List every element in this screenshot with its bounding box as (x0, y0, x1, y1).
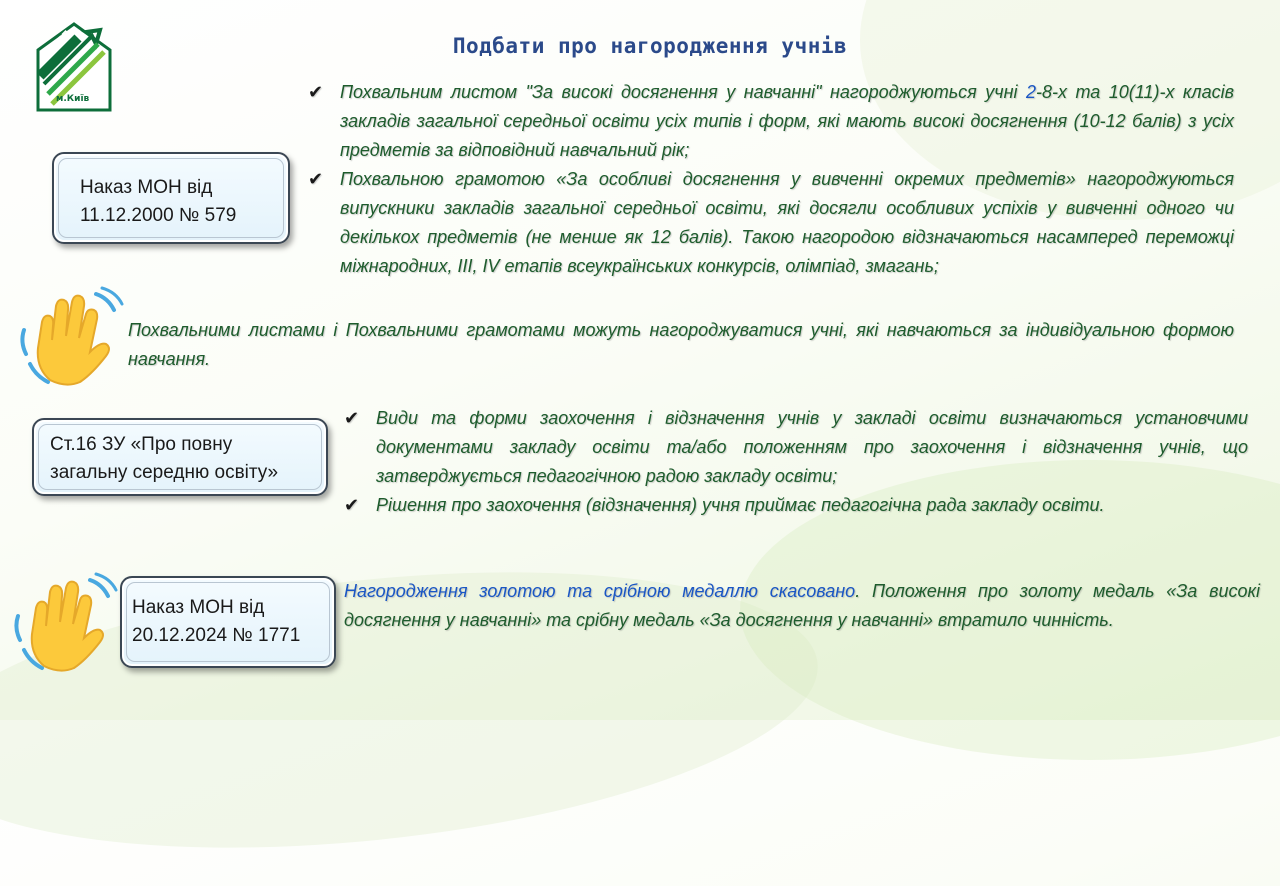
individual-form-note: Похвальними листами і Похвальними грамотами можуть нагороджуватися учні, які навчаються за індивідуальною формою навчання. (128, 320, 1234, 369)
waving-hand-icon (16, 284, 126, 394)
reference-line: 11.12.2000 № 579 (80, 205, 237, 226)
encouragement-rules-list (344, 404, 1248, 520)
logo-city: м.Київ (56, 94, 90, 104)
check-icon: ✔ (344, 495, 360, 515)
check-icon: ✔ (308, 169, 324, 189)
reference-box-order-2000 (52, 152, 290, 244)
note-text: . Положення про золоту медаль «За високі досягнення у навчанні» та срібну медаль «За досягнення у навчанні» втратило чинність. (344, 581, 1261, 630)
reference-line: Наказ МОН від (132, 597, 265, 618)
check-icon: ✔ (308, 82, 324, 102)
bullet-text: Похвальним листом "За високі досягнення у навчанні" нагороджуються учні (340, 82, 1026, 102)
list-item (344, 491, 1248, 520)
bullet-text: Похвальною грамотою «За особливі досягнення у вивченні окремих предметів» нагороджуються випускники закладів загальної середньої освіти, які досягли особливих успіхів у вивченні одного чи декількох предметів (не менше як 12 балів). Такою нагородою відзначаються насамперед переможці міжнародних, ІІІ, IV етапів всеукраїнських конкурсів, олімпіад, змагань; (340, 169, 1234, 276)
list-item (344, 404, 1248, 491)
reference-box-order-2024 (120, 576, 336, 668)
logo-text: ЦПРПП (39, 29, 73, 63)
page-title: Подбати про нагородження учнів (452, 34, 848, 58)
list-item (308, 165, 1234, 281)
bullet-highlight: 2 (1025, 82, 1036, 102)
reference-line: Ст.16 ЗУ «Про повну (50, 434, 233, 455)
reference-line: Наказ МОН від (80, 177, 213, 198)
award-rules-list (308, 78, 1234, 281)
bullet-text: Види та форми заохочення і відзначення учнів у закладі освіти визначаються установчими документами закладу освіти та/або положенням про заохочення і відзначення учнів, що затверджується педагогічною радою закладу освіти; (376, 408, 1248, 486)
note-highlight: Нагородження золотою та срібною медаллю скасовано (344, 581, 856, 601)
reference-line: загальну середню освіту» (50, 462, 279, 483)
bullet-text: -8-х та 10(11)-х класів закладів загальної середньої освіти усіх типів і форм, які мають високі досягнення (10-12 балів) з усіх предметів за відповідний навчальний рік; (340, 82, 1234, 160)
check-icon: ✔ (344, 408, 360, 428)
medals-cancelled-note (344, 577, 1260, 635)
reference-line: 20.12.2024 № 1771 (132, 625, 301, 646)
waving-hand-icon (10, 570, 120, 680)
reference-box-law-art16 (32, 418, 328, 496)
bullet-text: Рішення про заохочення (відзначення) учня приймає педагогічна рада закладу освіти. (376, 495, 1105, 515)
list-item (308, 78, 1234, 165)
